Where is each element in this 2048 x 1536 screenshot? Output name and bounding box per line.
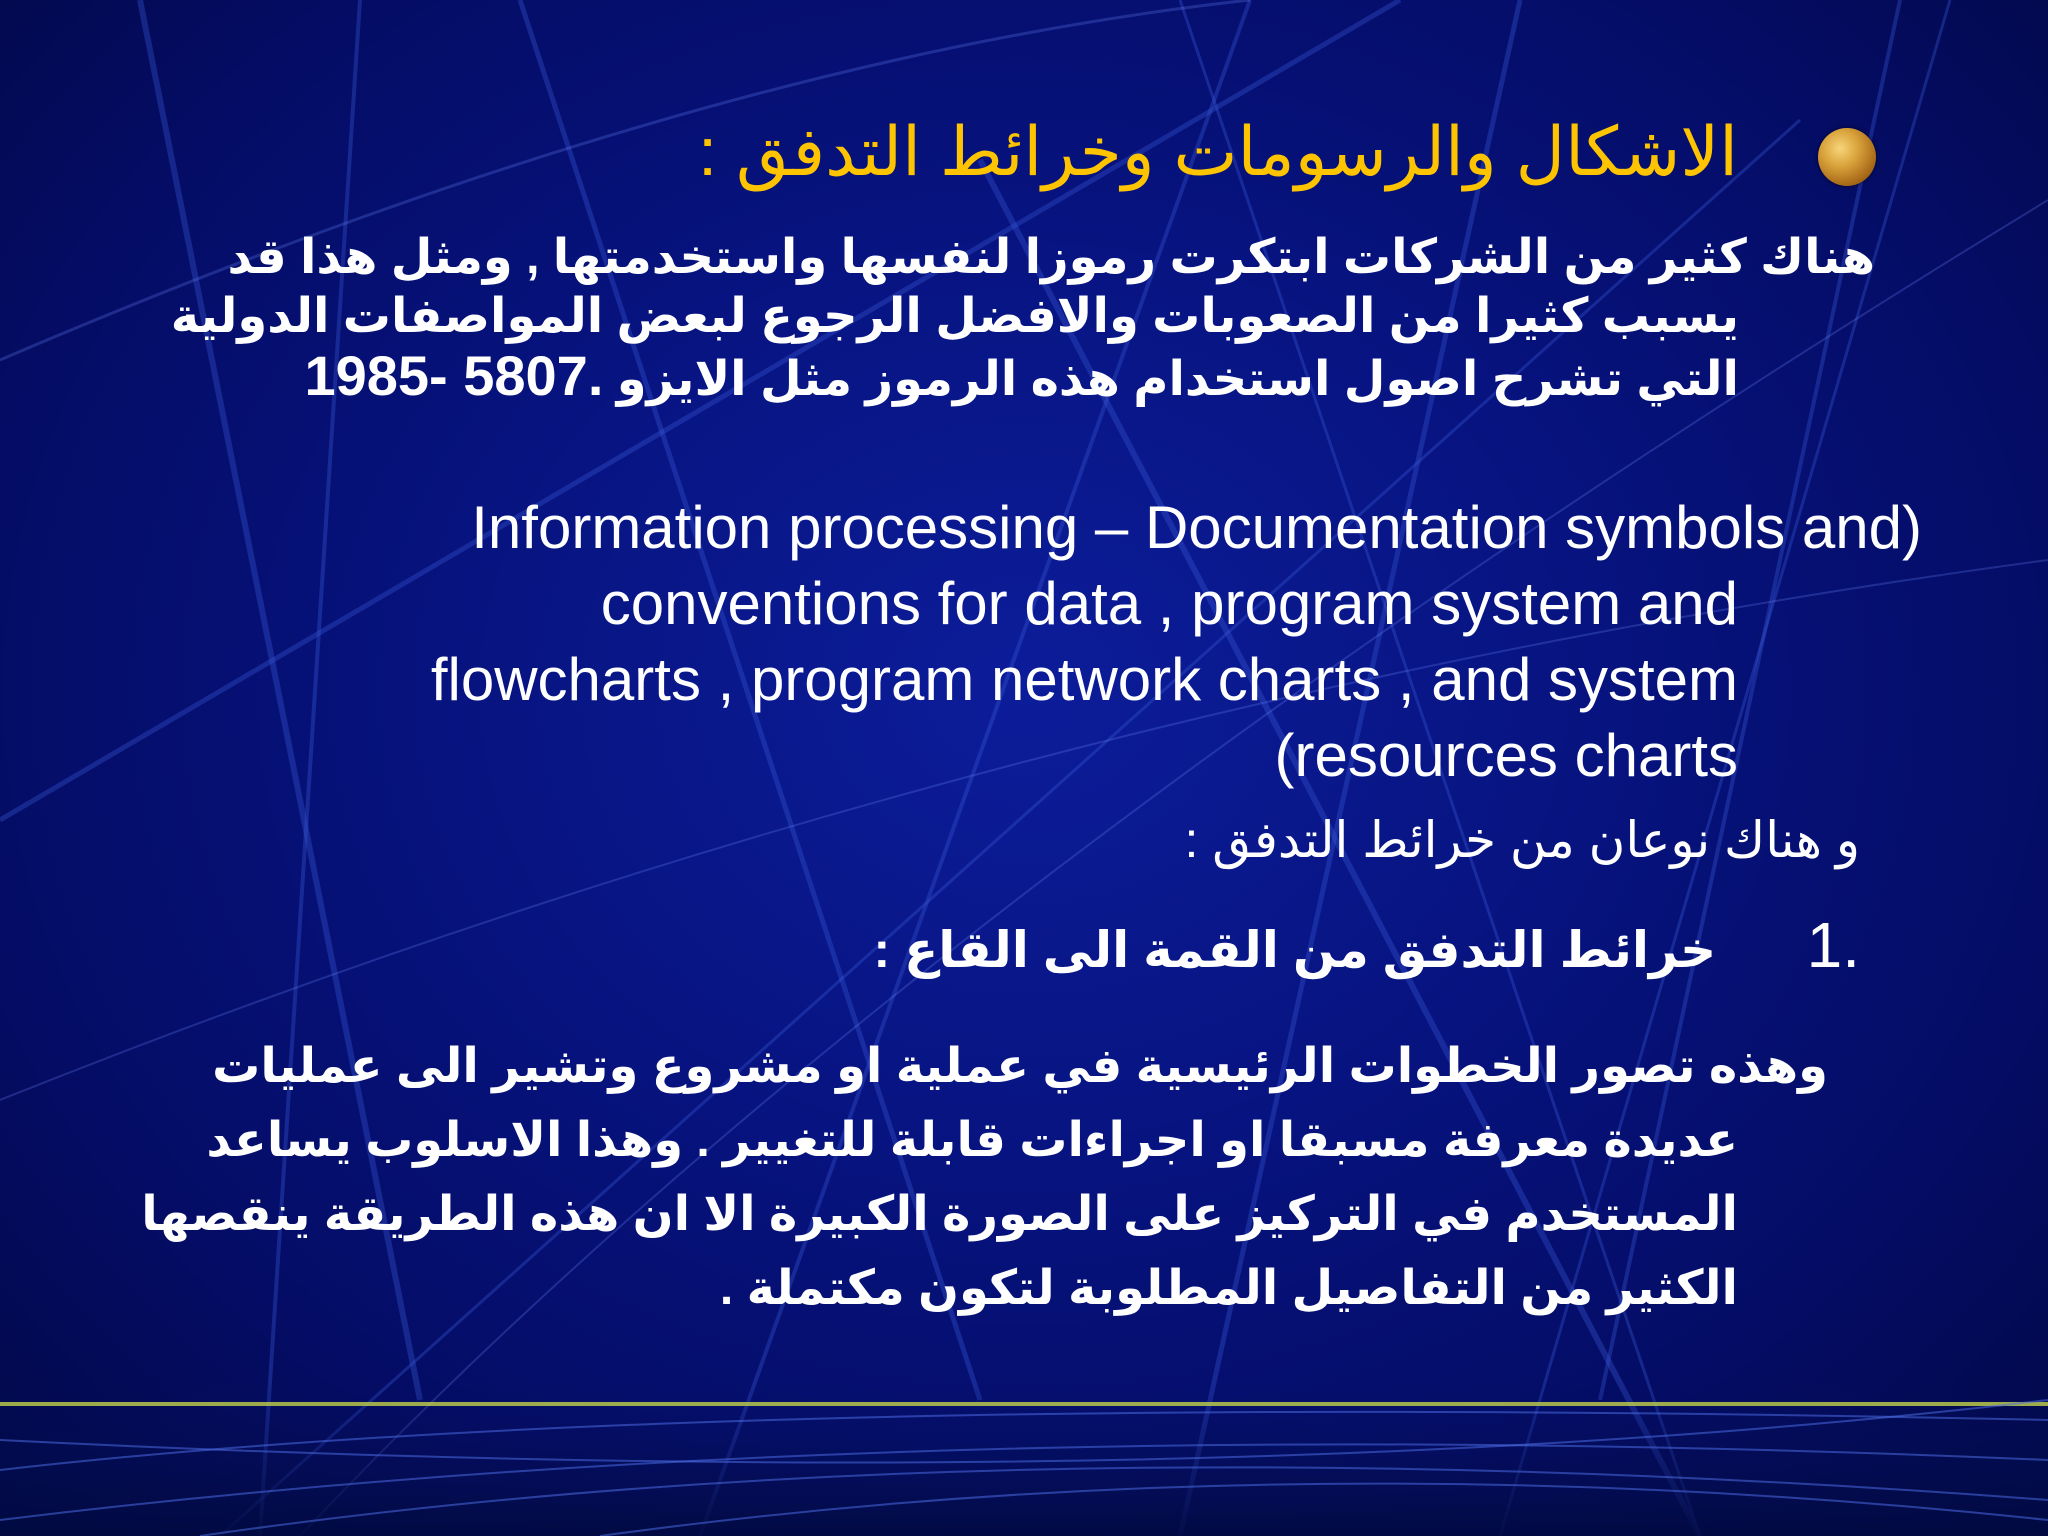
paragraph-description-line-1: وهذه تصور الخطوات الرئيسية في عملية او مشروع وتشير الى عمليات (212, 1040, 1828, 1093)
subheading: و هناك نوعان من خرائط التدفق : (1184, 812, 1860, 868)
list-item-1-number: 1. (1806, 909, 1860, 981)
paragraph-intro-line-3-text: التي تشرح اصول استخدام هذه الرموز مثل الايزو (616, 353, 1739, 406)
list-item-1-text: خرائط التدفق من القمة الى القاع : (873, 922, 1717, 978)
english-reference-line-2: conventions for data , program system and (600, 570, 1738, 637)
paragraph-description-line-4: الكثير من التفاصيل المطلوبة لتكون مكتملة . (719, 1262, 1738, 1315)
english-reference-line-4: (resources charts (1274, 722, 1738, 789)
paragraph-description-line-3: المستخدم في التركيز على الصورة الكبيرة الا ان هذه الطريقة ينقصها (141, 1188, 1738, 1241)
paragraph-intro-line-1: هناك كثير من الشركات ابتكرت رموزا لنفسها واستخدمتها , ومثل هذا قد (227, 231, 1875, 284)
paragraph-intro (170, 228, 1875, 409)
paragraph-intro-line-3 (175, 346, 1739, 409)
english-reference-line-3: flowcharts , program network charts , and system (430, 646, 1738, 713)
paragraph-intro-line-2: يسبب كثيرا من الصعوبات والافضل الرجوع لبعض المواصفات الدولية (170, 290, 1739, 343)
paragraph-description-line-2: عديدة معرفة مسبقا او اجراءات قابلة للتغيير . وهذا الاسلوب يساعد (206, 1114, 1738, 1167)
english-reference (138, 490, 1922, 794)
iso-standard-number: 1985- 5807. (304, 344, 604, 407)
english-reference-line-1: Information processing – Documentation symbols and) (471, 494, 1922, 561)
gold-sphere-bullet-icon (1818, 128, 1876, 186)
paragraph-description (141, 1030, 1828, 1326)
slide-title: الاشكال والرسومات وخرائط التدفق : (698, 114, 1738, 190)
list-item-1 (874, 905, 1860, 1003)
